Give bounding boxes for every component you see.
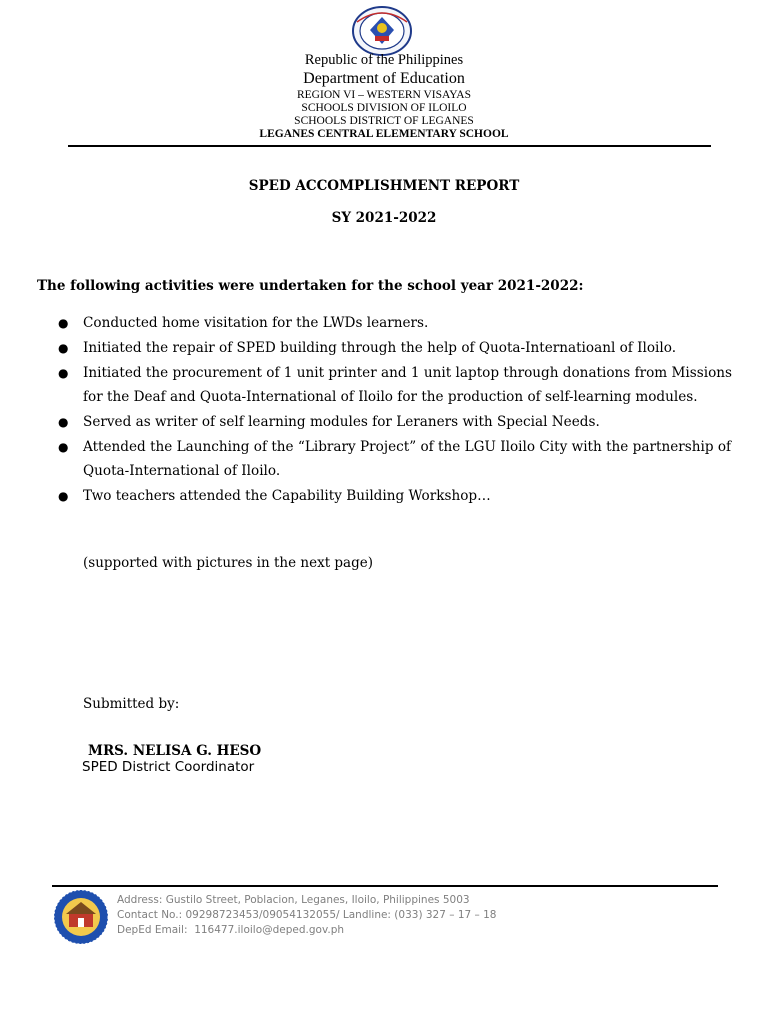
activity-text: Two teachers attended the Capability Building Workshop… xyxy=(83,488,491,504)
report-intro: The following activities were undertaken for the school year 2021-2022: xyxy=(37,278,584,294)
list-item: ● Two teachers attended the Capability Building Workshop… xyxy=(58,488,491,504)
header-district: SCHOOLS DISTRICT OF LEGANES xyxy=(294,115,474,127)
activity-text: Initiated the repair of SPED building through the help of Quota-Internatioanl of Iloilo. xyxy=(83,340,677,356)
report-school-year: SY 2021-2022 xyxy=(331,210,437,226)
header-region: REGION VI – WESTERN VISAYAS xyxy=(296,89,471,101)
footer-contact: Contact No.: 09298723453/09054132055/ Landline: (033) 327 – 17 – 18 xyxy=(117,909,497,921)
list-item: ● Attended the Launching of the “Library Project” of the LGU Iloilo City with the partnership of Quota-International of Iloilo. xyxy=(58,439,732,479)
header-school: LEGANES CENTRAL ELEMENTARY SCHOOL xyxy=(259,128,509,140)
header-division: SCHOOLS DIVISION OF ILOILO xyxy=(301,102,467,114)
footer-address: Address: Gustilo Street, Poblacion, Leganes, Iloilo, Philippines 5003 xyxy=(117,894,470,906)
activities-list xyxy=(58,311,738,509)
report-title: SPED ACCOMPLISHMENT REPORT xyxy=(248,178,520,194)
footer-email: DepEd Email: 116477.iloilo@deped.gov.ph xyxy=(117,924,345,936)
list-item: ● Initiated the repair of SPED building through the help of Quota-Internatioanl of Iloilo. xyxy=(58,340,677,356)
deped-seal-icon xyxy=(351,6,413,56)
list-item: ● Conducted home visitation for the LWDs learners. xyxy=(58,315,429,331)
submitted-by-label: Submitted by: xyxy=(83,696,180,712)
activity-text: Initiated the procurement of 1 unit printer and 1 unit laptop through donations from Missions for the Deaf and Quota-International of Iloilo for the production of self-learning modules. xyxy=(83,365,732,405)
activity-text: Conducted home visitation for the LWDs learners. xyxy=(83,315,429,331)
report-note: (supported with pictures in the next page) xyxy=(83,555,373,571)
school-seal-icon xyxy=(52,889,110,945)
list-item: ● Served as writer of self learning modules for Leraners with Special Needs. xyxy=(58,414,600,430)
header-divider xyxy=(68,145,711,147)
activity-text: Served as writer of self learning modules for Leraners with Special Needs. xyxy=(83,414,600,430)
activity-text: Attended the Launching of the “Library Project” of the LGU Iloilo City with the partnership of Quota-International of Iloilo. xyxy=(83,439,732,479)
footer-divider xyxy=(52,885,718,887)
signatory-position: SPED District Coordinator xyxy=(82,759,255,775)
list-item: ● Initiated the procurement of 1 unit printer and 1 unit laptop through donations from Missions for the Deaf and Quota-International of Iloilo for the production of self-learning modules. xyxy=(58,365,732,405)
signatory-name: MRS. NELISA G. HESO xyxy=(88,743,262,759)
header-department: Department of Education xyxy=(303,70,465,87)
header-republic: Republic of the Philippines xyxy=(304,52,464,68)
